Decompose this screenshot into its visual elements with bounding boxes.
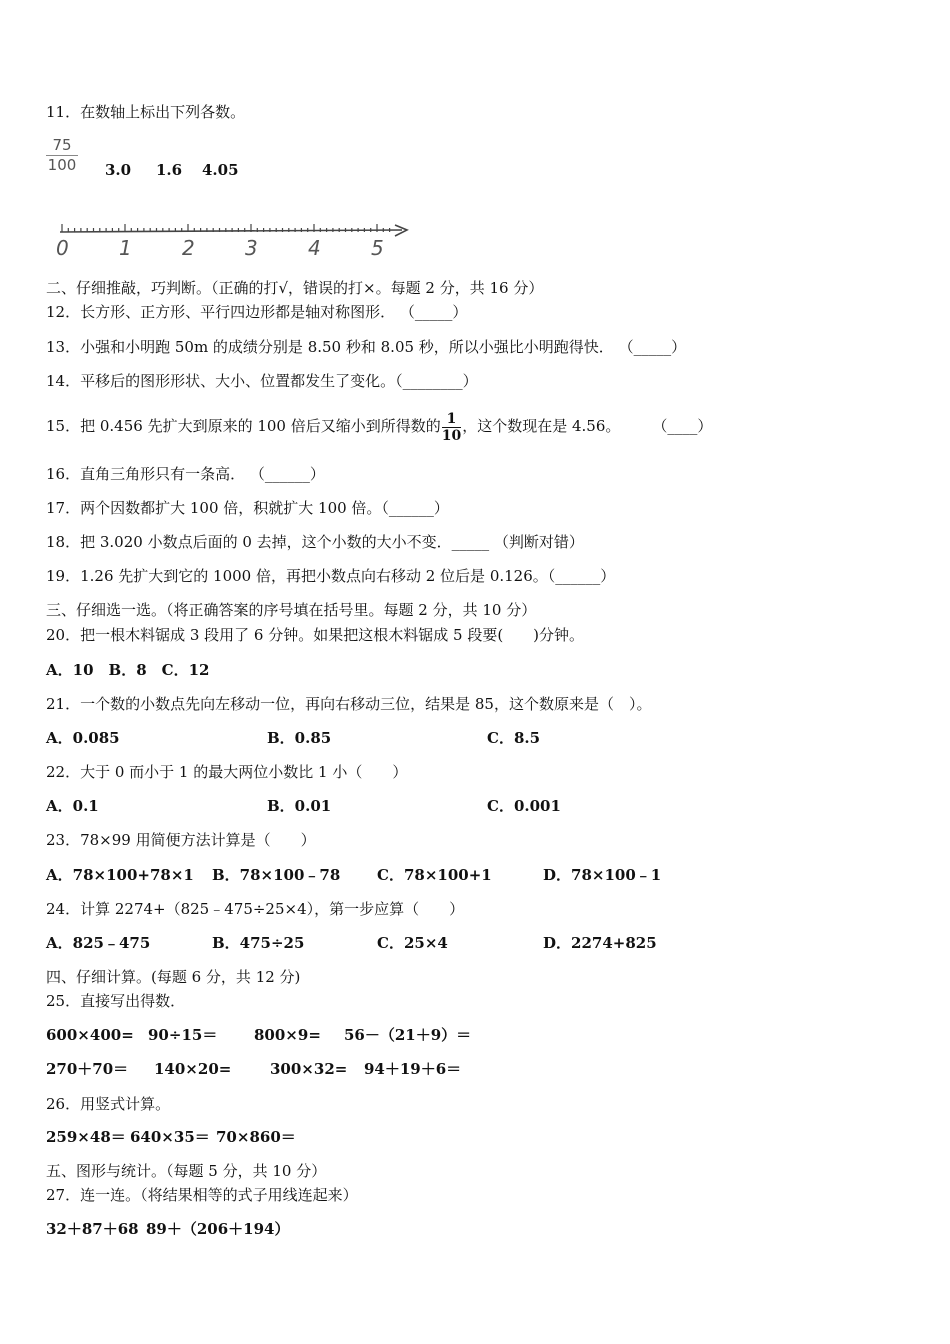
number-line-axis bbox=[60, 230, 402, 232]
q20: 20．把一根木料锯成 3 段用了 6 分钟。如果把这根木料锯成 5 段要( )分钟。 bbox=[46, 626, 585, 644]
q22: 22．大于 0 而小于 1 的最大两位小数比 1 小（ ） bbox=[46, 763, 408, 781]
q23-option-d: D．78×100﹣1 bbox=[543, 866, 662, 884]
q22-option-a: A．0.1 bbox=[46, 797, 99, 815]
axis-label-0: 0 bbox=[56, 236, 69, 260]
q27-title: 27．连一连。（将结果相等的式子用线连起来） bbox=[46, 1186, 358, 1204]
q11-number-1: 3.0 bbox=[105, 161, 132, 179]
q23-option-a: A．78×100+78×1 bbox=[46, 866, 194, 884]
q26-item: 640×35＝ bbox=[130, 1128, 210, 1146]
q11-fraction-denominator: 100 bbox=[47, 156, 77, 174]
q25-item: 140×20= bbox=[154, 1060, 232, 1078]
q14: 14．平移后的图形形状、大小、位置都发生了变化。（________） bbox=[46, 372, 478, 390]
q25-item: 600×400= bbox=[46, 1026, 134, 1044]
q26-item: 70×860＝ bbox=[216, 1128, 296, 1146]
q11-fraction bbox=[46, 136, 78, 174]
q23-option-c: C．78×100+1 bbox=[377, 866, 492, 884]
number-line bbox=[50, 210, 420, 265]
q25-title: 25．直接写出得数． bbox=[46, 992, 186, 1010]
section-4-heading: 四、仔细计算。(每题 6 分，共 12 分) bbox=[46, 968, 301, 986]
q24-option-b: B．475÷25 bbox=[212, 934, 305, 952]
q11-number-3: 4.05 bbox=[202, 161, 239, 179]
q24-option-c: C．25×4 bbox=[377, 934, 448, 952]
q25-item: 800×9= bbox=[254, 1026, 321, 1044]
q21-option-b: B．0.85 bbox=[267, 729, 332, 747]
q26-item: 259×48＝ bbox=[46, 1128, 126, 1146]
q15-fraction-numerator: 1 bbox=[442, 411, 461, 428]
q12: 12．长方形、正方形、平行四边形都是轴对称图形． （_____） bbox=[46, 303, 468, 321]
q15 bbox=[46, 404, 712, 448]
q22-option-c: C．0.001 bbox=[487, 797, 561, 815]
q24: 24．计算 2274+（825﹣475÷25×4），第一步应算（ ） bbox=[46, 900, 465, 918]
q11-number-2: 1.6 bbox=[156, 161, 183, 179]
section-2-heading: 二、仔细推敲，巧判断。（正确的打√，错误的打×。每题 2 分，共 16 分） bbox=[46, 279, 544, 297]
q25-item: 270＋70＝ bbox=[46, 1060, 129, 1078]
axis-label-2: 2 bbox=[182, 236, 195, 260]
section-5-heading: 五、图形与统计。（每题 5 分，共 10 分） bbox=[46, 1162, 327, 1180]
q20-options: A．10 B．8 C．12 bbox=[46, 661, 210, 679]
q25-item: 94＋19＋6＝ bbox=[364, 1060, 462, 1078]
q21-option-c: C．8.5 bbox=[487, 729, 541, 747]
q15-fraction bbox=[442, 411, 461, 444]
q27-item: 89＋（206＋194） bbox=[146, 1220, 290, 1238]
q23-option-b: B．78×100﹣78 bbox=[212, 866, 341, 884]
axis-label-1: 1 bbox=[119, 236, 132, 260]
q11-title: 11．在数轴上标出下列各数。 bbox=[46, 103, 246, 121]
q18: 18．把 3.020 小数点后面的 0 去掉，这个小数的大小不变．_____ （判断对错） bbox=[46, 533, 584, 551]
q25-item: 56－（21＋9）＝ bbox=[344, 1026, 472, 1044]
q24-option-d: D．2274+825 bbox=[543, 934, 657, 952]
q24-option-a: A．825﹣475 bbox=[46, 934, 151, 952]
q13: 13．小强和小明跑 50m 的成绩分别是 8.50 秒和 8.05 秒，所以小强比小明跑得快． （_____） bbox=[46, 338, 687, 356]
axis-label-4: 4 bbox=[308, 236, 321, 260]
q26-title: 26．用竖式计算。 bbox=[46, 1095, 171, 1113]
q21-option-a: A．0.085 bbox=[46, 729, 120, 747]
section-3-heading: 三、仔细选一选。（将正确答案的序号填在括号里。每题 2 分，共 10 分） bbox=[46, 601, 537, 619]
axis-label-5: 5 bbox=[371, 236, 384, 260]
q27-item: 32＋87＋68 bbox=[46, 1220, 139, 1238]
q19: 19．1.26 先扩大到它的 1000 倍，再把小数点向右移动 2 位后是 0.126。（______） bbox=[46, 567, 616, 585]
q17: 17．两个因数都扩大 100 倍，积就扩大 100 倍。（______） bbox=[46, 499, 449, 517]
q22-option-b: B．0.01 bbox=[267, 797, 332, 815]
q15-fraction-denominator: 10 bbox=[441, 427, 462, 444]
q25-item: 90÷15＝ bbox=[148, 1026, 218, 1044]
q21: 21．一个数的小数点先向左移动一位，再向右移动三位，结果是 85，这个数原来是（ ）。 bbox=[46, 695, 652, 713]
q15-answer-blank: （____） bbox=[652, 417, 713, 435]
q15-text-after: ，这个数现在是 4.56。 bbox=[462, 417, 621, 435]
q16: 16．直角三角形只有一条高． （______） bbox=[46, 465, 325, 483]
q11-fraction-numerator: 75 bbox=[46, 136, 78, 156]
q15-text-before: 15．把 0.456 先扩大到原来的 100 倍后又缩小到所得数的 bbox=[46, 417, 441, 435]
axis-label-3: 3 bbox=[245, 236, 258, 260]
q25-item: 300×32= bbox=[270, 1060, 348, 1078]
q23: 23．78×99 用简便方法计算是（ ） bbox=[46, 831, 316, 849]
